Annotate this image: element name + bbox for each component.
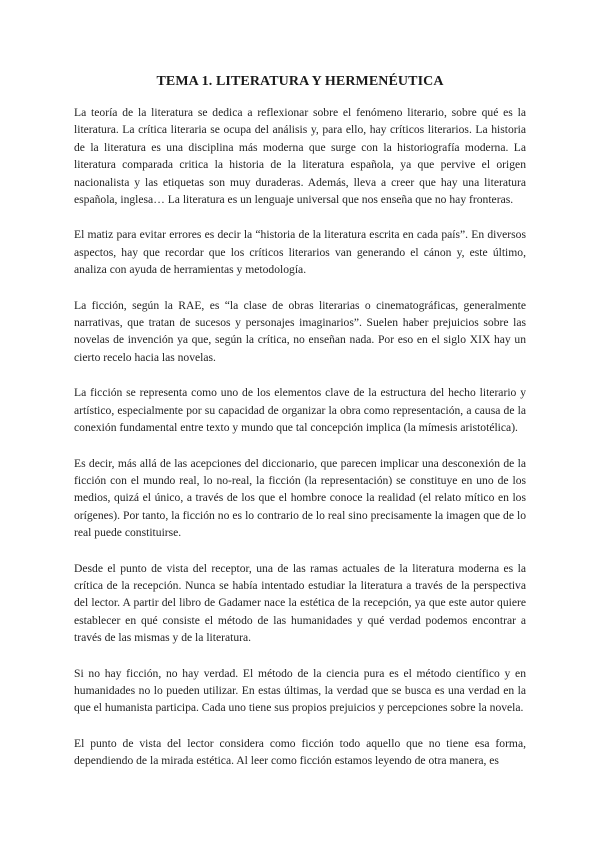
paragraph-1: La teoría de la literatura se dedica a reflexionar sobre el fenómeno literario, sobre qué es la literatura. La crítica literaria se ocupa del análisis y, para ello, hay críticos literarios. La historia de la literatura es una disciplina más moderna que surge con la historiografía moderna. La literatura comparada critica la historia de la literatura española, ya que pervive el origen nacionalista y las etiquetas son muy duraderas. Además, lleva a creer que hay una literatura española, inglesa… La literatura es un lenguaje universal que nos enseña que no hay fronteras. <box>74 106 526 207</box>
paragraph-2: El matiz para evitar errores es decir la “historia de la literatura escrita en cada país”. En diversos aspectos, hay que recordar que los críticos literarios van generando el cánon y, este último, analiza con ayuda de herramientas y metodología. <box>74 228 526 277</box>
paragraph-4: La ficción se representa como uno de los elementos clave de la estructura del hecho literario y artístico, especialmente por su capacidad de organizar la obra como representación, a causa de la conexión fundamental entre texto y mundo que tal concepción implica (la mímesis aristotélica). <box>74 386 526 435</box>
page-title: TEMA 1. LITERATURA Y HERMENÉUTICA <box>156 74 444 89</box>
paragraph-7: Si no hay ficción, no hay verdad. El método de la ciencia pura es el método científico y en humanidades no lo pueden utilizar. En estas últimas, la verdad que se busca es una verdad en la que el humanista participa. Cada uno tiene sus propios prejuicios y percepciones sobre la novela. <box>74 666 526 715</box>
document-body <box>74 104 526 788</box>
paragraph-5: Es decir, más allá de las acepciones del diccionario, que parecen implicar una desconexión de la ficción con el mundo real, lo no-real, la ficción (la representación) se constituye en uno de los medios, quizá el único, a través de los que el hombre conoce la realidad (el relato mítico en los orígenes). Por tanto, la ficción no es lo contrario de lo real sino precisamente la imagen que de lo real puede constituirse. <box>74 456 526 540</box>
paragraph-6: Desde el punto de vista del receptor, una de las ramas actuales de la literatura moderna es la crítica de la recepción. Nunca se había intentado estudiar la literatura a través de la perspectiva del lector. A partir del libro de Gadamer nace la estética de la recepción, ya que este autor quiere establecer en qué consiste el método de las humanidades y qué verdad podemos encontrar a través de las mismas y de la literatura. <box>74 561 526 645</box>
paragraph-8: El punto de vista del lector considera como ficción todo aquello que no tiene esa forma, dependiendo de la mirada estética. Al leer como ficción estamos leyendo de otra manera, es <box>74 736 526 768</box>
paragraph-3: La ficción, según la RAE, es “la clase de obras literarias o cinematográficas, generalmente narrativas, que tratan de sucesos y personajes imaginarios”. Suelen haber prejuicios sobre las novelas de invención ya que, según la crítica, no enseñan nada. Por eso en el siglo XIX hay un cierto recelo hacia las novelas. <box>74 298 526 364</box>
